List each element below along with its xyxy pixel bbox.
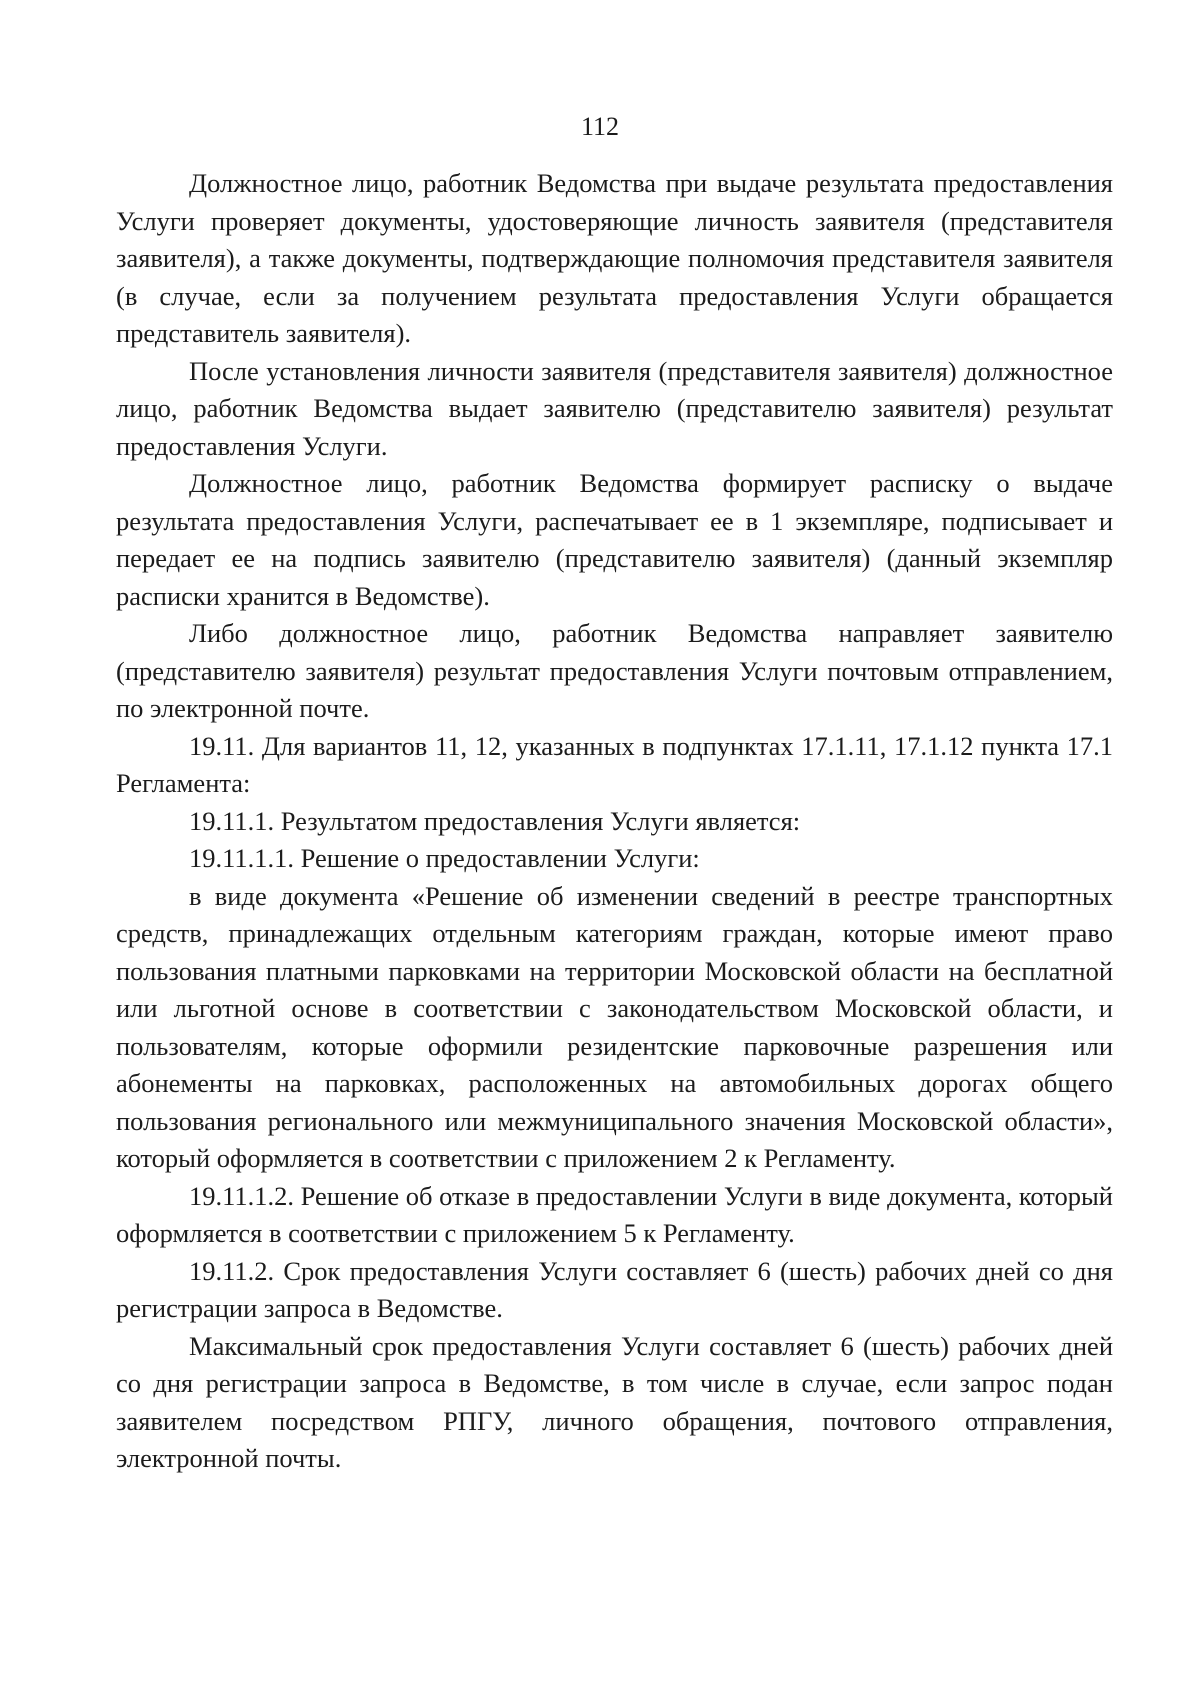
- paragraph-identity-established: После установления личности заявителя (представителя заявителя) должностное лицо, работник Ведомства выдает заявителю (представителю заявителя) результат предоставления Услуги.: [116, 355, 1113, 461]
- paragraph-section-19-11: 19.11. Для вариантов 11, 12, указанных в подпунктах 17.1.11, 17.1.12 пункта 17.1 Регламента:: [116, 730, 1113, 798]
- paragraph-postal-delivery: Либо должностное лицо, работник Ведомства направляет заявителю (представителю заявителя) результат предоставления Услуги почтовым отправлением, по электронной почте.: [116, 618, 1113, 723]
- paragraph-section-19-11-1: 19.11.1. Результатом предоставления Услуги является:: [189, 805, 801, 836]
- paragraph-receipt-formation: Должностное лицо, работник Ведомства формирует расписку о выдаче результата предоставления Услуги, распечатывает ее в 1 экземпляре, подписывает и передает ее на подпись заявителю (представителю заявителя) (данный экземпляр расписки хранится в Ведомстве).: [116, 468, 1113, 611]
- paragraph-section-19-11-1-2: 19.11.1.2. Решение об отказе в предоставлении Услуги в виде документа, который оформляется в соответствии с приложением 5 к Регламенту.: [116, 1180, 1113, 1248]
- paragraph-decision-document: в виде документа «Решение об изменении сведений в реестре транспортных средств, принадлежащих отдельным категориям граждан, которые имеют право пользования платными парковками на территории Московской области на бесплатной или льготной основе в соответствии с законодательством Московской области, и пользователям, которые оформили резидентские парковочные разрешения или абонементы на парковках, расположенных на автомобильных дорогах общего пользования регионального или межмуниципального значения Московской области», который оформляется в соответствии с приложением 2 к Регламенту.: [116, 880, 1113, 1173]
- paragraph-section-19-11-2: 19.11.2. Срок предоставления Услуги составляет 6 (шесть) рабочих дней со дня регистрации запроса в Ведомстве.: [116, 1255, 1113, 1323]
- paragraph-maximum-term: Максимальный срок предоставления Услуги составляет 6 (шесть) рабочих дней со дня регистрации запроса в Ведомстве, в том числе в случае, если запрос подан заявителем посредством РПГУ, личного обращения, почтового отправления, электронной почты.: [116, 1330, 1113, 1473]
- document-body: [116, 165, 1113, 1478]
- paragraph-section-19-11-1-1: 19.11.1.1. Решение о предоставлении Услуги:: [189, 843, 700, 873]
- paragraph-result-issuance-check: Должностное лицо, работник Ведомства при выдаче результата предоставления Услуги проверяет документы, удостоверяющие личность заявителя (представителя заявителя), а также документы, подтверждающие полномочия представителя заявителя (в случае, если за получением результата предоставления Услуги обращается представитель заявителя).: [116, 168, 1113, 348]
- page-number: 112: [580, 112, 620, 141]
